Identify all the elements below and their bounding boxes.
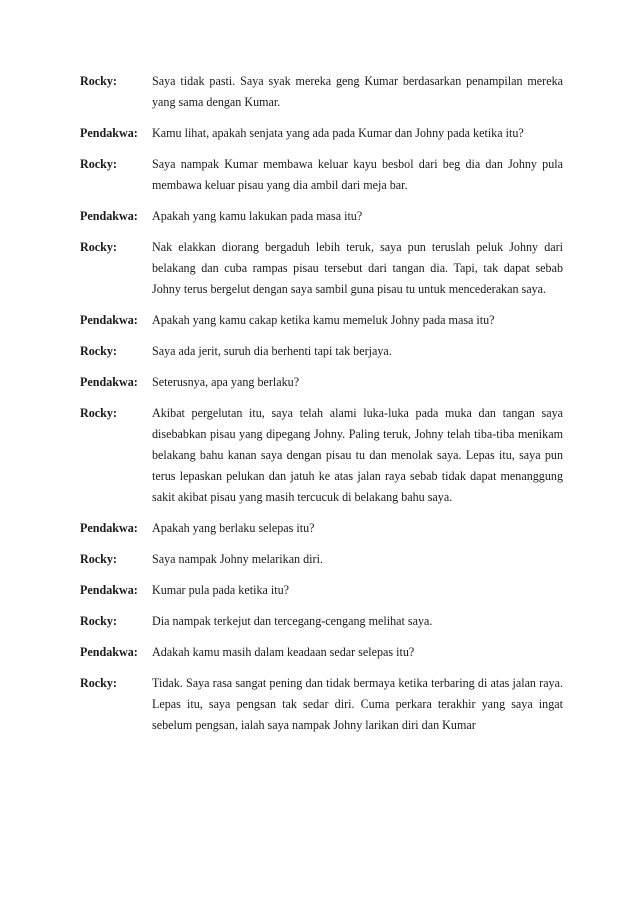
transcript-entry (80, 518, 563, 539)
transcript-entry (80, 403, 563, 508)
speech-text: Dia nampak terkejut dan tercegang-cengang melihat saya. (152, 614, 433, 628)
speaker-label: Rocky: (80, 240, 117, 254)
speech-text: Kamu lihat, apakah senjata yang ada pada Kumar dan Johny pada ketika itu? (152, 126, 524, 140)
transcript-entry (80, 642, 563, 663)
transcript-entry (80, 341, 563, 362)
speaker-label: Pendakwa: (80, 209, 138, 223)
speaker-label: Rocky: (80, 552, 117, 566)
speaker-label: Pendakwa: (80, 126, 138, 140)
speech-text: Nak elakkan diorang bergaduh lebih teruk, saya pun teruslah peluk Johny dari belakang dan cuba rampas pisau tersebut dari tangan dia. Tapi, tak dapat sebab Johny terus bergelut dengan saya sambil guna pisau tu untuk mencederakan saya. (152, 240, 563, 296)
transcript-entry (80, 549, 563, 570)
speaker-label: Rocky: (80, 74, 117, 88)
speech-text: Adakah kamu masih dalam keadaan sedar selepas itu? (152, 645, 415, 659)
speaker-label: Pendakwa: (80, 645, 138, 659)
speaker-label: Rocky: (80, 614, 117, 628)
speaker-label: Pendakwa: (80, 375, 138, 389)
speech-text: Tidak. Saya rasa sangat pening dan tidak bermaya ketika terbaring di atas jalan raya. Lepas itu, saya pengsan tak sedar diri. Cuma perkara terakhir yang saya ingat sebelum pengsan, ialah saya nampak Johny larikan diri dan Kumar (152, 676, 563, 732)
transcript-entry (80, 310, 563, 331)
transcript-entry (80, 611, 563, 632)
speaker-label: Rocky: (80, 406, 117, 420)
speech-text: Saya nampak Kumar membawa keluar kayu besbol dari beg dia dan Johny pula membawa keluar pisau yang dia ambil dari meja bar. (152, 157, 563, 192)
transcript-entry (80, 154, 563, 196)
speaker-label: Pendakwa: (80, 313, 138, 327)
speech-text: Apakah yang kamu cakap ketika kamu memeluk Johny pada masa itu? (152, 313, 495, 327)
speech-text: Saya tidak pasti. Saya syak mereka geng Kumar berdasarkan penampilan mereka yang sama dengan Kumar. (152, 74, 563, 109)
transcript-entry (80, 372, 563, 393)
speaker-label: Rocky: (80, 344, 117, 358)
speaker-label: Pendakwa: (80, 583, 138, 597)
court-transcript (80, 71, 563, 746)
transcript-entry (80, 673, 563, 736)
speech-text: Saya nampak Johny melarikan diri. (152, 552, 323, 566)
speech-text: Apakah yang berlaku selepas itu? (152, 521, 315, 535)
speaker-label: Rocky: (80, 676, 117, 690)
transcript-entry (80, 71, 563, 113)
speaker-label: Rocky: (80, 157, 117, 171)
transcript-entry (80, 123, 563, 144)
speaker-label: Pendakwa: (80, 521, 138, 535)
transcript-entry (80, 237, 563, 300)
transcript-entry (80, 580, 563, 601)
speech-text: Seterusnya, apa yang berlaku? (152, 375, 300, 389)
speech-text: Saya ada jerit, suruh dia berhenti tapi tak berjaya. (152, 344, 392, 358)
speech-text: Akibat pergelutan itu, saya telah alami luka-luka pada muka dan tangan saya disebabkan pisau yang dipegang Johny. Paling teruk, Johny telah tiba-tiba menikam belakang bahu kanan saya dengan pisau tu dan menolak saya. Lepas itu, saya pun terus lepaskan pelukan dan jatuh ke atas jalan raya sebab tidak dapat menanggung sakit akibat pisau yang masih tercucuk di belakang bahu saya. (152, 406, 563, 504)
speech-text: Apakah yang kamu lakukan pada masa itu? (152, 209, 363, 223)
transcript-entry (80, 206, 563, 227)
speech-text: Kumar pula pada ketika itu? (152, 583, 290, 597)
